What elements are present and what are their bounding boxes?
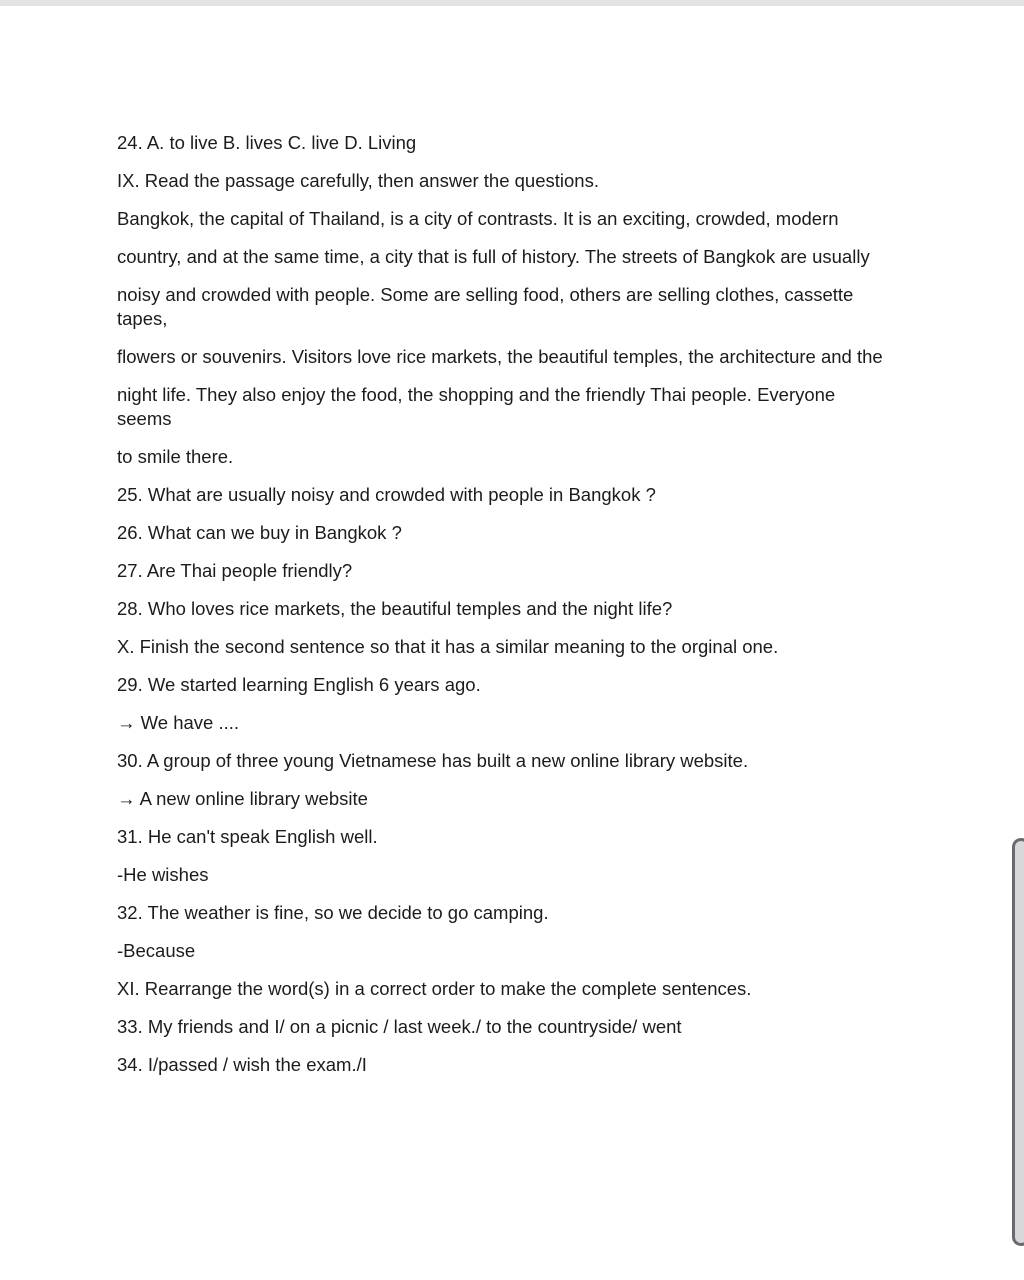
passage-line-3: noisy and crowded with people. Some are selling food, others are selling clothes, cassette tapes, (117, 284, 854, 329)
question-25: 25. What are usually noisy and crowded with people in Bangkok ? (117, 484, 656, 505)
passage-line-5: night life. They also enjoy the food, the shopping and the friendly Thai people. Everyone seems (117, 384, 836, 429)
question-34: 34. I/passed / wish the exam./I (117, 1054, 367, 1075)
question-31: 31. He can't speak English well. (117, 826, 378, 847)
question-33: 33. My friends and I/ on a picnic / last week./ to the countryside/ went (117, 1016, 682, 1037)
passage-line-4: flowers or souvenirs. Visitors love rice markets, the beautiful temples, the architecture and the (117, 346, 883, 367)
question-29: 29. We started learning English 6 years ago. (117, 674, 481, 695)
question-32: 32. The weather is fine, so we decide to go camping. (117, 902, 549, 923)
document-text (117, 131, 907, 1091)
passage-line-6: to smile there. (117, 446, 234, 467)
answer-29-prompt: → We have .... (117, 712, 240, 733)
document-page[interactable] (0, 6, 1024, 1280)
question-24-options: 24. A. to live B. lives C. live D. Living (117, 132, 417, 153)
scrollbar-handle[interactable] (1012, 838, 1024, 1246)
passage-line-2: country, and at the same time, a city that is full of history. The streets of Bangkok are usually (117, 246, 870, 267)
answer-32-prompt: -Because (117, 940, 196, 961)
question-28: 28. Who loves rice markets, the beautiful temples and the night life? (117, 598, 673, 619)
answer-31-prompt: -He wishes (117, 864, 209, 885)
answer-30-prompt: → A new online library website (117, 788, 368, 809)
question-27: 27. Are Thai people friendly? (117, 560, 353, 581)
question-26: 26. What can we buy in Bangkok ? (117, 522, 402, 543)
section-xi-heading: XI. Rearrange the word(s) in a correct order to make the complete sentences. (117, 978, 752, 999)
section-x-heading: X. Finish the second sentence so that it has a similar meaning to the orginal one. (117, 636, 779, 657)
section-ix-heading: IX. Read the passage carefully, then answer the questions. (117, 170, 599, 191)
question-30: 30. A group of three young Vietnamese has built a new online library website. (117, 750, 749, 771)
passage-line-1: Bangkok, the capital of Thailand, is a city of contrasts. It is an exciting, crowded, modern (117, 208, 839, 229)
